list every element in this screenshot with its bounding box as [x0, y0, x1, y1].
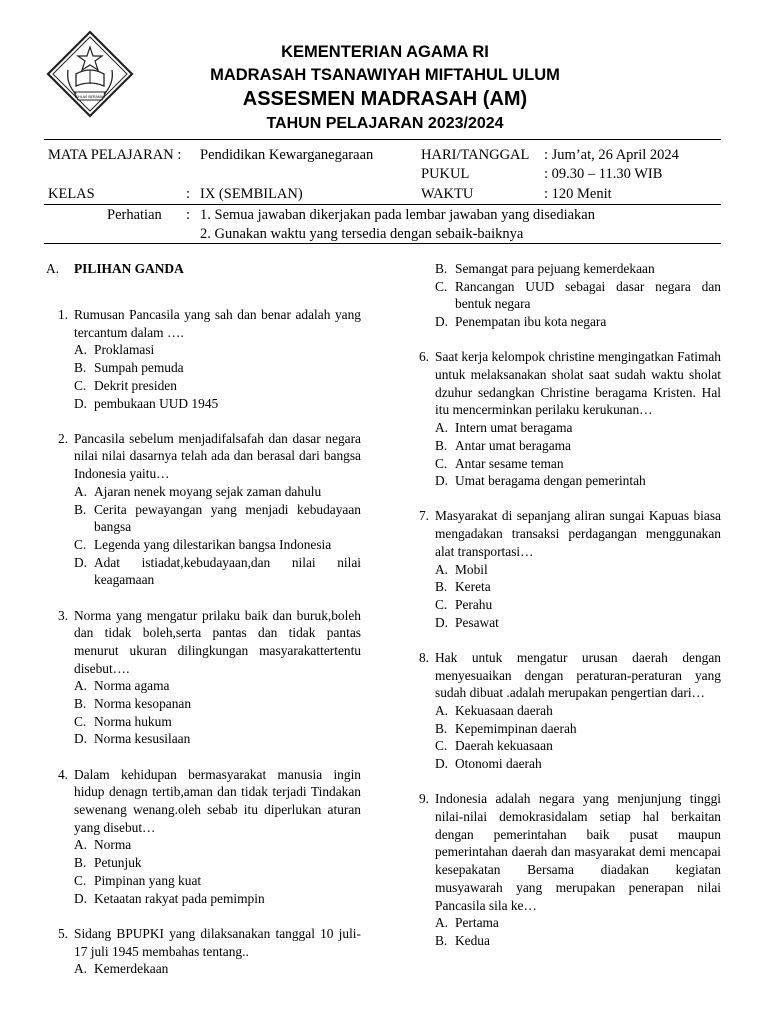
answer-option	[46, 713, 361, 731]
academic-year: TAHUN PELAJARAN 2023/2024	[266, 115, 504, 132]
question-stem	[407, 348, 721, 419]
section-letter: A.	[46, 261, 60, 276]
day-value: : Jum’at, 26 April 2024	[544, 147, 679, 163]
option-text: Norma hukum	[94, 713, 172, 729]
answer-option	[407, 419, 721, 437]
question-item	[46, 306, 361, 412]
question-stem	[407, 649, 721, 702]
left-column	[46, 260, 361, 995]
question-stem	[46, 306, 361, 341]
time-value: : 09.30 – 11.30 WIB	[544, 166, 663, 182]
option-letter: B.	[74, 696, 87, 712]
option-letter: C.	[74, 713, 87, 729]
question-number: 2.	[57, 430, 68, 446]
duration-label: WAKTU	[421, 186, 474, 202]
note-line-2: 2. Gunakan waktu yang tersedia dengan sebaik-baiknya	[200, 226, 524, 242]
option-text: Norma kesusilaan	[94, 731, 191, 747]
answer-option	[46, 377, 361, 395]
question-number: 5.	[57, 925, 68, 941]
option-letter: A.	[435, 915, 449, 931]
answer-option	[407, 737, 721, 755]
answer-option	[46, 359, 361, 377]
answer-option	[46, 836, 361, 854]
option-letter: D.	[74, 890, 88, 906]
option-letter: D.	[74, 731, 88, 747]
option-text: Intern umat beragama	[455, 420, 573, 436]
time-label: PUKUL	[421, 166, 470, 182]
question-number: 3.	[57, 607, 68, 623]
option-letter: D.	[435, 473, 449, 489]
ministry-title: KEMENTERIAN AGAMA RI	[281, 43, 489, 61]
section-heading	[46, 260, 361, 278]
option-text: Legenda yang dilestarikan bangsa Indonesia	[94, 536, 332, 552]
answer-option	[46, 677, 361, 695]
option-letter: A.	[435, 420, 449, 436]
answer-option	[46, 483, 361, 501]
option-letter: B.	[435, 579, 448, 595]
question-stem	[46, 766, 361, 837]
option-text: Pesawat	[455, 614, 499, 630]
answer-option	[407, 914, 721, 932]
option-text: Petunjuk	[94, 855, 142, 871]
right-question-list	[407, 348, 721, 949]
subject-value: Pendidikan Kewarganegaraan	[200, 147, 374, 163]
option-text: Pertama	[455, 915, 499, 931]
option-letter: D.	[435, 756, 449, 772]
option-text: Ketaatan rakyat pada pemimpin	[94, 890, 265, 906]
question-item	[46, 925, 361, 978]
question-item	[407, 790, 721, 949]
question-item	[46, 430, 361, 589]
option-letter: D.	[435, 314, 449, 330]
option-letter: B.	[435, 720, 448, 736]
option-letter: D.	[74, 395, 88, 411]
section-title: PILIHAN GANDA	[74, 261, 184, 276]
option-text: Norma kesopanan	[94, 696, 192, 712]
option-letter: A.	[74, 837, 88, 853]
option-text: Kekuasaan daerah	[455, 702, 553, 718]
answer-option	[46, 341, 361, 359]
question-number: 8.	[418, 649, 429, 665]
answer-option	[46, 730, 361, 748]
answer-option	[407, 932, 721, 950]
option-text: Pimpinan yang kuat	[94, 872, 202, 888]
option-text: Daerah kekuasaan	[455, 738, 553, 754]
question-text: Saat kerja kelompok christine mengingatkan Fatimah untuk melaksanakan sholat saat sudah waktu sholat dzuhur sedangkan Christine beragama Kristen. Hal itu mencerminkan perilaku kerukunan…	[435, 349, 721, 418]
option-text: Kepemimpinan daerah	[455, 720, 577, 736]
note-colon: :	[186, 207, 191, 223]
question-number: 6.	[418, 349, 429, 365]
answer-option	[407, 455, 721, 473]
answer-option	[46, 536, 361, 554]
option-letter: D.	[74, 554, 88, 570]
option-letter: C.	[74, 536, 87, 552]
option-letter: B.	[74, 501, 87, 517]
option-text: Proklamasi	[94, 342, 155, 358]
school-name: MADRASAH TSANAWIYAH MIFTAHUL ULUM	[210, 66, 560, 84]
question-text: Indonesia adalah negara yang menjunjung tinggi nilai-nilai demokrasidalam setiap hal berkaitan dengan pemerintahan baik pusat maupun pemerintahan daerah dan masyarakat demi mencapai kesepakatan Bersama diadakan kegiatan musyawarah yang merupakan penerapan nilai Pancasila sila ke…	[435, 791, 721, 913]
question-stem	[46, 925, 361, 960]
ministry-logo	[46, 30, 134, 118]
option-text: Perahu	[455, 596, 493, 612]
answer-option	[46, 872, 361, 890]
question-text: Masyarakat di sepanjang aliran sungai Kapuas biasa mengadakan transaksi perdagangan menggunakan alat transportasi…	[435, 508, 721, 559]
question-item	[46, 607, 361, 749]
option-text: Antar sesame teman	[455, 455, 564, 471]
option-letter: C.	[74, 377, 87, 393]
question-number: 9.	[418, 791, 429, 807]
option-letter: A.	[74, 678, 88, 694]
option-text: Ajaran nenek moyang sejak zaman dahulu	[94, 483, 322, 499]
answer-option	[407, 614, 721, 632]
option-text: Mobil	[455, 561, 488, 577]
question-item	[407, 649, 721, 773]
question-stem	[46, 607, 361, 678]
question-item	[46, 766, 361, 908]
logo-caption: IKHLAS BERAMAL	[74, 95, 106, 99]
option-letter: C.	[435, 596, 448, 612]
question-item	[407, 507, 721, 631]
option-text: Cerita pewayangan yang menjadi kebudayaan bangsa	[94, 501, 361, 535]
info-divider	[44, 204, 721, 205]
class-value: IX (SEMBILAN)	[200, 186, 303, 202]
option-text: Semangat para pejuang kemerdekaan	[455, 261, 655, 276]
option-letter: B.	[74, 360, 87, 376]
class-colon: :	[186, 186, 191, 202]
option-text: Otonomi daerah	[455, 756, 542, 772]
answer-option	[46, 854, 361, 872]
continued-options	[407, 260, 721, 331]
option-text: Kedua	[455, 932, 490, 948]
option-letter: A.	[74, 961, 88, 977]
option-letter: B.	[435, 437, 448, 453]
answer-option	[407, 472, 721, 490]
answer-option	[407, 278, 721, 313]
option-letter: A.	[435, 702, 449, 718]
question-text: Pancasila sebelum menjadifalsafah dan dasar negara nilai nilai dasarnya telah ada dan berasal dari bangsa Indonesia yaitu…	[74, 430, 361, 482]
answer-option	[46, 890, 361, 908]
header-divider	[44, 139, 721, 140]
answer-option	[407, 313, 721, 331]
question-text: Norma yang mengatur prilaku baik dan buruk,boleh dan tidak boleh,serta pantas dan tidak pantas menurut ukuran dilingkungan masyarakattertentu disebut….	[74, 607, 361, 676]
option-text: Adat istiadat,kebudayaan,dan nilai nilai keagamaan	[94, 554, 361, 588]
note-label: Perhatian	[107, 207, 162, 223]
exam-title: ASSESMEN MADRASAH (AM)	[242, 88, 528, 110]
question-text: Rumusan Pancasila yang sah dan benar adalah yang tercantum dalam ….	[74, 307, 361, 340]
answer-option	[46, 501, 361, 536]
option-text: pembukaan UUD 1945	[94, 395, 219, 411]
question-text: Dalam kehidupan bermasyarakat manusia ingin hidup denagn tertib,aman dan tidak terjadi Tindakan sewenang wenang.oleh sebab itu diperlukan aturan yang disebut…	[74, 766, 361, 835]
option-text: Norma agama	[94, 678, 170, 694]
subject-label: MATA PELAJARAN :	[48, 147, 182, 163]
option-letter: A.	[74, 342, 88, 358]
option-letter: A.	[435, 561, 449, 577]
answer-option	[407, 561, 721, 579]
question-text: Hak untuk mengatur urusan daerah dengan menyesuaikan dengan peraturan-peraturan yang sudah dibuat .adalah merupakan pengertian dari…	[435, 649, 721, 701]
option-letter: C.	[435, 738, 448, 754]
option-letter: B.	[435, 261, 448, 276]
answer-option	[46, 554, 361, 589]
class-label: KELAS	[48, 186, 95, 202]
option-text: Rancangan UUD sebagai dasar negara dan bentuk negara	[455, 278, 721, 312]
option-letter: A.	[74, 483, 88, 499]
option-letter: D.	[435, 614, 449, 630]
duration-value: : 120 Menit	[544, 186, 612, 202]
day-label: HARI/TANGGAL	[421, 147, 530, 163]
question-item	[407, 348, 721, 490]
question-stem	[407, 790, 721, 914]
question-number: 7.	[418, 508, 429, 524]
answer-option	[407, 596, 721, 614]
answer-option	[407, 578, 721, 596]
option-letter: C.	[74, 872, 87, 888]
right-column	[407, 260, 721, 967]
answer-option	[46, 695, 361, 713]
option-text: Norma	[94, 837, 132, 853]
question-text: Sidang BPUPKI yang dilaksanakan tanggal 10 juli- 17 juli 1945 membahas tentang..	[74, 925, 361, 959]
answer-option	[407, 720, 721, 738]
notes-divider	[44, 243, 721, 244]
answer-option	[407, 260, 721, 278]
note-line-1: 1. Semua jawaban dikerjakan pada lembar jawaban yang disediakan	[200, 207, 595, 223]
option-text: Kemerdekaan	[94, 961, 169, 977]
option-text: Kereta	[455, 579, 491, 595]
answer-option	[407, 702, 721, 720]
option-letter: B.	[435, 932, 448, 948]
answer-option	[407, 755, 721, 773]
answer-option	[46, 960, 361, 978]
option-letter: C.	[435, 278, 448, 294]
option-text: Umat beragama dengan pemerintah	[455, 473, 646, 489]
option-text: Antar umat beragama	[455, 437, 571, 453]
option-letter: C.	[435, 455, 448, 471]
question-stem	[46, 430, 361, 483]
answer-option	[407, 437, 721, 455]
question-stem	[407, 507, 721, 560]
option-text: Penempatan ibu kota negara	[455, 314, 607, 330]
option-text: Sumpah pemuda	[94, 360, 184, 376]
question-number: 4.	[57, 766, 68, 782]
option-text: Dekrit presiden	[94, 377, 177, 393]
option-letter: B.	[74, 855, 87, 871]
answer-option	[46, 395, 361, 413]
question-number: 1.	[57, 307, 68, 322]
left-question-list	[46, 306, 361, 978]
